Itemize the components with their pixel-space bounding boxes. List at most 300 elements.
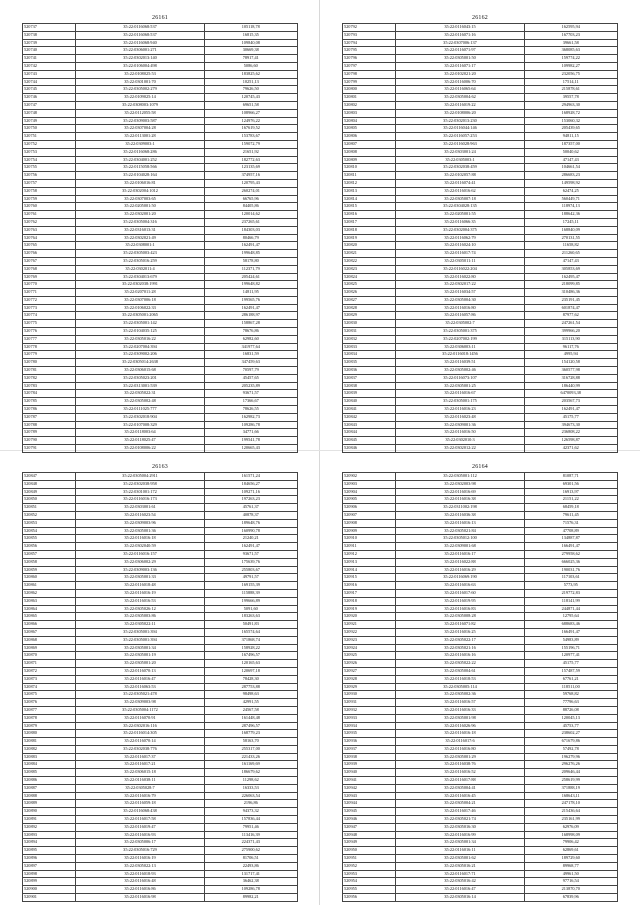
table-row [23,242,298,250]
record-number: 520781 [23,367,76,375]
cadastral-value: 58163,70 [204,738,297,746]
cadastral-number: 35:22:0102057:88 [396,172,524,180]
cadastral-number: 35:22:0115058:566 [76,164,204,172]
table-row [343,226,618,234]
cadastral-number: 35:22:0207011:28 [76,289,204,297]
record-number: 520940 [343,769,396,777]
record-number: 520907 [343,511,396,519]
record-number: 520932 [343,706,396,714]
table-row [23,281,298,289]
record-number: 520780 [23,359,76,367]
record-number: 520784 [23,390,76,398]
cadastral-number: 35:22:0116070:13 [76,667,204,675]
cadastral-value: 247261,54 [524,320,617,328]
cadastral-number: 35:22:0305005:114 [396,683,524,691]
table-row [343,683,618,691]
record-number: 520831 [343,328,396,336]
record-number: 520805 [343,125,396,133]
cadastral-number: 35:22:0302038:776 [76,745,204,753]
page-divider-vertical [319,0,320,905]
cadastral-number: 35:22:0304001:252 [76,156,204,164]
record-number: 520767 [23,257,76,265]
table-row [23,413,298,421]
record-number: 520933 [343,714,396,722]
table-row [23,304,298,312]
cadastral-value: 688683,46 [524,621,617,629]
table-row [343,543,618,551]
table-row [23,574,298,582]
record-number: 520835 [343,359,396,367]
table-row [23,273,298,281]
table-row [343,730,618,738]
cadastral-value: 218099,85 [524,281,617,289]
record-number: 520743 [23,70,76,78]
cadastral-value: 78676,86 [204,328,297,336]
page-number: 26162 [472,15,488,21]
record-number: 520768 [23,265,76,273]
record-number: 520878 [23,714,76,722]
cadastral-value: 5773,95 [524,582,617,590]
cadastral-value: 24567,58 [204,706,297,714]
cadastral-number: 35:22:0305016:21 [396,862,524,870]
cadastral-number: 35:22:0305001:50 [396,55,524,63]
table-row [23,55,298,63]
table-row [23,706,298,714]
table-row [23,543,298,551]
record-number: 520955 [343,886,396,894]
record-number: 520853 [23,519,76,527]
table-row [23,855,298,863]
cadastral-value: 347459,63 [204,359,297,367]
cadastral-number: 35:22:0305001:29 [396,753,524,761]
cadastral-number: 35:22:0316013:31 [76,226,204,234]
cadastral-value: 162495,47 [524,273,617,281]
table-row [23,257,298,265]
record-number: 520811 [343,172,396,180]
table-row [343,203,618,211]
record-number: 520898 [23,870,76,878]
record-number: 520922 [343,628,396,636]
record-number: 520873 [23,675,76,683]
table-row [23,628,298,636]
cadastral-value: 5086,60 [204,62,297,70]
table-row [343,831,618,839]
cadastral-value: 42991,55 [204,699,297,707]
cadastral-number: 35:22:0304028:135 [396,203,524,211]
cadastral-value: 199648,82 [204,281,297,289]
table-row [23,519,298,527]
table-row [343,644,618,652]
table-row [23,722,298,730]
cadastral-value: 213870,70 [524,886,617,894]
table-row [343,31,618,39]
cadastral-value: 360577,98 [524,367,617,375]
cadastral-value: 14811,95 [204,289,297,297]
record-number: 520928 [343,675,396,683]
table-row [343,156,618,164]
table-row [343,597,618,605]
cadastral-value: 89982,21 [204,894,297,902]
record-number: 520951 [343,855,396,863]
cadastral-number: 35:22:0116057:86 [396,312,524,320]
table-row [343,823,618,831]
record-number: 520832 [343,335,396,343]
cadastral-number: 35:22:0116068:537 [76,24,204,32]
cadastral-value: 50491,83 [204,621,297,629]
record-number: 520925 [343,652,396,660]
record-number: 520936 [343,738,396,746]
record-number: 520869 [23,644,76,652]
table-row [343,328,618,336]
record-number: 520760 [23,203,76,211]
cadastral-value: 109840,08 [204,39,297,47]
cadastral-value: 120665,43 [204,445,297,453]
cadastral-number: 35:22:0305014:2638 [76,359,204,367]
table-row [343,109,618,117]
table-row [23,265,298,273]
table-row [343,511,618,519]
record-number: 520786 [23,406,76,414]
table-row [343,125,618,133]
table-row [343,480,618,488]
cadastral-number: 35:22:0102021:20 [396,70,524,78]
table-row [23,70,298,78]
table-row [23,831,298,839]
cadastral-number: 35:22:0305022:31 [76,390,204,398]
cadastral-number: 35:22:0108006:20 [396,109,524,117]
table-row [23,582,298,590]
cadastral-number: 35:22:0116016:50 [396,429,524,437]
cadastral-value: 294963,30 [524,101,617,109]
cadastral-number: 35:22:0116019:22 [396,101,524,109]
cadastral-number: 35:22:0116023:48 [396,413,524,421]
cadastral-number: 35:22:0116016:19 [76,589,204,597]
cadastral-number: 35:22:0116016:11 [396,847,524,855]
table-row [343,374,618,382]
cadastral-number: 35:22:0116059:18 [76,800,204,808]
cadastral-value: 199541,78 [204,437,297,445]
cadastral-number: 35:22:0303001:24 [396,148,524,156]
record-number: 520871 [23,660,76,668]
record-number: 520883 [23,753,76,761]
record-number: 520754 [23,156,76,164]
cadastral-value: 162491,47 [524,406,617,414]
table-row [23,109,298,117]
cadastral-value: 45753,77 [524,722,617,730]
cadastral-value: 205424,61 [204,273,297,281]
table-row [343,265,618,273]
table-row [23,473,298,481]
record-number: 520937 [343,745,396,753]
cadastral-number: 35:22:0305026:12 [76,605,204,613]
table-row [23,101,298,109]
record-number: 520755 [23,164,76,172]
cadastral-value: 184303,03 [204,226,297,234]
table-row [23,839,298,847]
cadastral-value: 17514,11 [524,78,617,86]
record-number: 520808 [343,148,396,156]
cadastral-value: 79626,50 [204,86,297,94]
cadastral-number: 35:22:0309001:68 [396,543,524,551]
cadastral-value: 77796,63 [524,699,617,707]
record-number: 520859 [23,566,76,574]
table-row [23,870,298,878]
record-number: 520778 [23,343,76,351]
table-row [343,359,618,367]
cadastral-number: 35:22:0116016:157 [76,550,204,558]
table-row [23,792,298,800]
table-row [343,195,618,203]
table-row [343,628,618,636]
cadastral-value: 215436,64 [524,808,617,816]
table-row [23,597,298,605]
cadastral-number: 35:22:0116016:173 [76,496,204,504]
record-number: 520862 [23,589,76,597]
cadastral-value: 120745,43 [204,94,297,102]
cadastral-value: 112371,79 [204,265,297,273]
cadastral-number: 35:22:0302038:958 [76,480,204,488]
cadastral-number: 35:22:0116016:80 [396,745,524,753]
table-row [343,312,618,320]
table-row [23,621,298,629]
cadastral-value: 30669,38 [204,47,297,55]
table-row [23,823,298,831]
record-number: 520890 [23,808,76,816]
cadastral-number: 35:22:0116018:53 [396,675,524,683]
table-row [23,714,298,722]
table-row [343,582,618,590]
record-number: 520830 [343,320,396,328]
cadastral-value: 205439,65 [524,125,617,133]
cadastral-value: 168998,09 [524,831,617,839]
cadastral-value: 158928,22 [204,644,297,652]
record-number: 520882 [23,745,76,753]
cadastral-number: 35:22:0306002:29 [76,558,204,566]
record-number: 520773 [23,304,76,312]
record-number: 520759 [23,195,76,203]
record-number: 520812 [343,179,396,187]
table-row [343,761,618,769]
table-row [23,886,298,894]
record-number: 520899 [23,878,76,886]
record-number: 520900 [23,886,76,894]
record-number: 520894 [23,839,76,847]
table-row [343,24,618,32]
cadastral-value: 66765,96 [204,195,297,203]
cadastral-number: 35:22:0108025:53 [76,70,204,78]
cadastral-value: 287753,88 [204,683,297,691]
cadastral-number: 35:22:0116016:18 [76,535,204,543]
record-number: 520782 [23,374,76,382]
cadastral-number: 35:22:0111025:777 [76,406,204,414]
cadastral-number: 35:22:0305016:22 [76,335,204,343]
record-number: 520911 [343,543,396,551]
cadastral-value: 22493,86 [204,862,297,870]
cadastral-number: 35:22:0116038:11 [76,777,204,785]
record-number: 520850 [23,496,76,504]
record-number: 520740 [23,47,76,55]
cadastral-value: 187357,00 [524,140,617,148]
record-number: 520934 [343,722,396,730]
cadastral-value: 394673,30 [524,421,617,429]
cadastral-number: 35:22:0116016:67 [396,390,524,398]
cadastral-number: 35:22:0305012:100 [396,535,524,543]
table-row [343,839,618,847]
record-number: 520906 [343,504,396,512]
record-number: 520839 [343,390,396,398]
cadastral-value: 184656,27 [204,480,297,488]
table-row [343,527,618,535]
table-row [23,488,298,496]
cadastral-value: 45175,77 [524,413,617,421]
table-row [343,488,618,496]
table-row [23,140,298,148]
cadastral-value: 235191,45 [524,296,617,304]
cadastral-number: 35:22:0116038:76 [396,761,524,769]
cadastral-value: 11298,62 [204,777,297,785]
cadastral-value: 183263,63 [204,613,297,621]
cadastral-number: 35:22:0116016:63 [396,582,524,590]
record-number: 520866 [23,621,76,629]
cadastral-value: 315113,90 [524,335,617,343]
cadastral-number: 35:22:0116068:286 [76,148,204,156]
cadastral-number: 35:22:0313001:539 [76,382,204,390]
cadastral-value: 169155,39 [204,582,297,590]
cadastral-number: 35:22:0118025:47 [76,437,204,445]
cadastral-value: 175639,76 [204,558,297,566]
record-number: 520815 [343,203,396,211]
cadastral-value: 80466,79 [204,234,297,242]
cadastral-number: 35:22:0108006:22 [76,445,204,453]
cadastral-value: 68459,18 [524,504,617,512]
table-row [23,156,298,164]
cadastral-value: 162595,94 [524,24,617,32]
cadastral-number: 35:22:0308001:1 [76,242,204,250]
cadastral-number: 35:22:0116063:53 [76,683,204,691]
record-number: 520844 [343,429,396,437]
cadastral-number: 35:22:0116018:93 [76,870,204,878]
cadastral-number: 35:22:0305002:36 [396,691,524,699]
cadastral-value: 168779,23 [204,730,297,738]
cadastral-number: 35:22:0116016:13 [396,519,524,527]
record-number: 520795 [343,47,396,55]
cadastral-value: 45175,77 [524,660,617,668]
table-row [343,566,618,574]
table-row [343,437,618,445]
cadastral-number: 35:22:0116019:95 [396,597,524,605]
cadastral-number: 35:22:0305022:17 [396,636,524,644]
cadastral-value: 199565,76 [204,296,297,304]
record-number: 520923 [343,636,396,644]
cadastral-value: 188642,36 [524,211,617,219]
cadastral-number: 35:22:0305001:25 [396,382,524,390]
table-row [343,172,618,180]
table-row [23,429,298,437]
cadastral-value: 62982,60 [204,335,297,343]
record-number: 520902 [343,473,396,481]
record-number: 520753 [23,148,76,156]
record-number: 520796 [343,55,396,63]
table-row [343,784,618,792]
table-row [343,504,618,512]
cadastral-value: 118974,13 [524,203,617,211]
cadastral-value: 11658,82 [524,242,617,250]
cadastral-number: 35:22:0116016:29 [396,566,524,574]
table-row [343,101,618,109]
cadastral-value: 36462,38 [204,878,297,886]
table-row [343,445,618,453]
cadastral-value: 2196,86 [204,800,297,808]
cadastral-value: 117103,61 [524,574,617,582]
cadastral-value: 87977,62 [524,312,617,320]
record-number: 520761 [23,211,76,219]
record-number: 520751 [23,133,76,141]
cadastral-number: 35:22:0305004:61 [396,667,524,675]
cadastral-number: 35:22:0302010:3 [396,437,524,445]
cadastral-number: 35:22:0207002:199 [396,335,524,343]
cadastral-number: 35:22:0116024:10 [396,242,524,250]
table-row [343,550,618,558]
cadastral-number: 35:22:0302004:375 [396,226,524,234]
record-number: 520897 [23,862,76,870]
table-row [343,148,618,156]
cadastral-number: 35:22:0302017:22 [396,281,524,289]
table-row [23,777,298,785]
cadastral-number: 35:22:0116028:963 [396,140,524,148]
table-row [23,320,298,328]
cadastral-number: 35:22:0116071:17 [396,62,524,70]
cadastral-value: 120165,63 [204,660,297,668]
table-row [343,792,618,800]
record-number: 520887 [23,784,76,792]
table-row [343,816,618,824]
cadastral-number: 35:22:0116016:18 [396,730,524,738]
cadastral-number: 35:22:0305006:17 [76,839,204,847]
cadastral-value: 247178,10 [524,800,617,808]
table-row [23,398,298,406]
record-number: 520788 [23,421,76,429]
cadastral-number: 35:22:0116016:38 [396,496,524,504]
cadastral-number: 35:22:0305001:394 [76,636,204,644]
record-number: 520867 [23,628,76,636]
record-number: 520870 [23,652,76,660]
cadastral-number: 35:22:0116017:37 [76,753,204,761]
cadastral-number: 35:22:0305021:74 [396,816,524,824]
cadastral-number: 35:22:0116071:97 [396,47,524,55]
record-number: 520838 [343,382,396,390]
table-row [343,78,618,86]
cadastral-value: 153783,67 [204,133,297,141]
cadastral-number: 35:22:0116019:47 [76,823,204,831]
cadastral-number: 35:22:0306015:18 [76,769,204,777]
page-panel-3 [22,463,298,902]
table-row [343,398,618,406]
cadastral-number: 35:22:0116016:99 [396,831,524,839]
record-number: 520949 [343,839,396,847]
table-row [343,652,618,660]
table-row [23,125,298,133]
record-number: 520881 [23,738,76,746]
record-number: 520738 [23,31,76,39]
cadastral-value: 71576,31 [524,519,617,527]
table-row [23,62,298,70]
cadastral-value: 232056,75 [524,70,617,78]
cadastral-value: 49961,50 [524,870,617,878]
table-row [23,406,298,414]
record-number: 520903 [343,480,396,488]
cadastral-number: 35:22:0116016:86 [76,886,204,894]
table-row [343,800,618,808]
